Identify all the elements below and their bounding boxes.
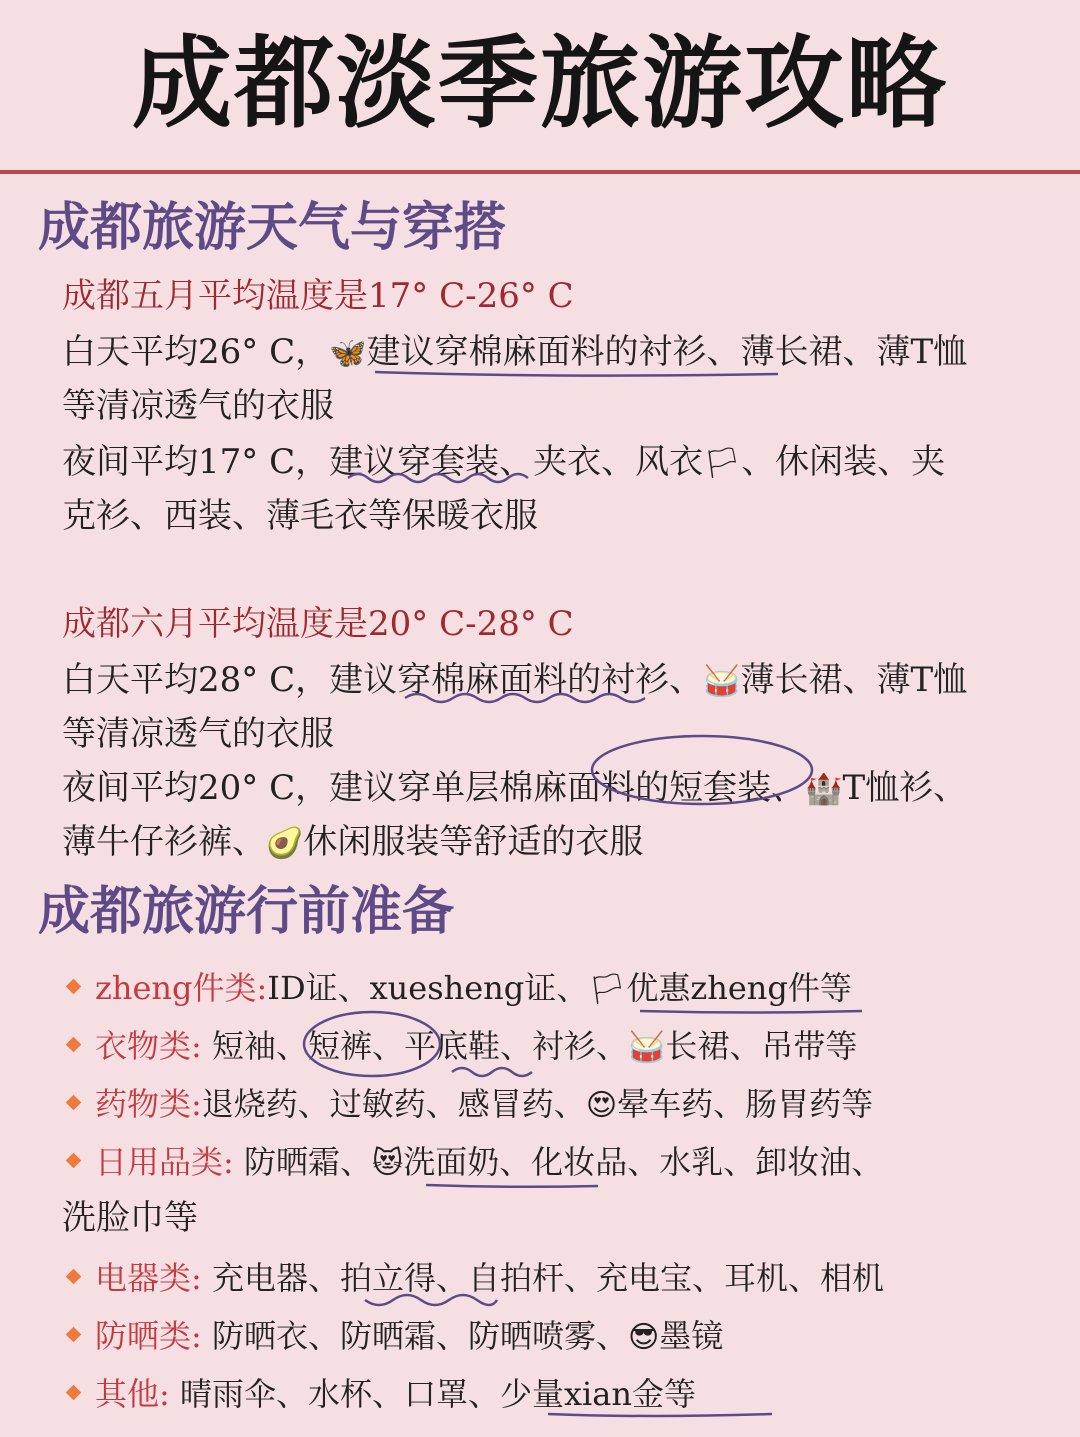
rainbow-flag-icon: 🏳: [588, 972, 627, 1007]
may-night-text-b: 、休闲装、夹: [741, 442, 946, 482]
june-day-line-cont: 等清凉透气的衣服: [62, 714, 334, 754]
list-item-category: zheng件类:: [95, 969, 268, 1007]
rainbow-flag-icon: 🏳: [703, 446, 742, 481]
may-night-text-a: 夜间平均17° C，建议穿套装、夹衣、风衣: [62, 442, 704, 482]
sunglasses-icon: 😎: [627, 1320, 660, 1355]
list-item-text-a: 防晒霜、: [233, 1143, 372, 1181]
heart-eyes-icon: 😍: [585, 1088, 618, 1123]
bullet-diamond-icon: [66, 1095, 82, 1111]
may-night-line-cont: 克衫、西装、薄毛衣等保暖衣服: [62, 496, 538, 536]
list-item-text-a: ID证、xuesheng证、: [267, 969, 589, 1007]
list-item: [68, 1082, 873, 1128]
list-item: [68, 1372, 696, 1416]
list-item: [68, 1256, 884, 1300]
june-night-line: [62, 766, 967, 812]
june-night-text-b: T恤衫、: [842, 768, 968, 808]
heart-eyes-cat-icon: 😻: [371, 1146, 404, 1181]
may-day-line-cont: 等清凉透气的衣服: [62, 386, 334, 426]
list-item-continuation: 洗脸巾等: [62, 1198, 198, 1238]
list-item-text-b: 晕车药、肠胃药等: [617, 1085, 874, 1123]
list-item-category: 药物类:: [95, 1085, 202, 1123]
list-item-category: 其他:: [95, 1375, 170, 1413]
butterfly-icon: 🦋: [329, 336, 367, 371]
list-item: [68, 1024, 857, 1070]
bullet-diamond-icon: [66, 1385, 82, 1401]
june-day-text-b: 薄长裙、薄T恤: [740, 660, 968, 700]
list-item-text-b: 洗面奶、化妆品、水乳、卸妆油、: [403, 1143, 884, 1181]
list-item-text-b: 墨镜: [659, 1317, 724, 1355]
list-item-text-b: 长裙、吊带等: [665, 1027, 858, 1065]
drum-icon: 🥁: [703, 664, 741, 699]
bullet-diamond-icon: [66, 979, 82, 995]
prep-heading: 成都旅游行前准备: [38, 881, 455, 942]
bullet-diamond-icon: [66, 1153, 82, 1169]
list-item-text-a: 短袖、短裤、平底鞋、衬衫、: [201, 1027, 628, 1065]
june-night-line-cont: [62, 820, 643, 866]
avocado-icon: 🥑: [266, 826, 304, 861]
list-item-text-b: 优惠zheng件等: [626, 969, 852, 1007]
june-night-text-a: 夜间平均20° C，建议穿单层棉麻面料的短套装、: [62, 768, 806, 808]
list-item-category: 电器类:: [95, 1259, 202, 1297]
june-night-text-c1: 薄牛仔衫裤、: [62, 822, 266, 862]
weather-heading: 成都旅游天气与穿搭: [38, 197, 507, 258]
list-item-category: 防晒类:: [95, 1317, 202, 1355]
list-item-category: 日用品类:: [95, 1143, 234, 1181]
june-temperature-heading: 成都六月平均温度是20° C-28° C: [62, 604, 574, 644]
list-item: [68, 1314, 723, 1360]
may-day-text-a: 白天平均26° C，: [62, 332, 330, 372]
june-night-text-c2: 休闲服装等舒适的衣服: [303, 822, 644, 862]
list-item-text-a: 防晒衣、防晒霜、防晒喷雾、: [201, 1317, 628, 1355]
bullet-diamond-icon: [66, 1269, 82, 1285]
bullet-diamond-icon: [66, 1037, 82, 1053]
list-item-text-a: 晴雨伞、水杯、口罩、少量xian金等: [169, 1375, 696, 1413]
drum-icon: 🥁: [627, 1030, 666, 1065]
may-night-line: [62, 440, 945, 486]
list-item-category: 衣物类:: [95, 1027, 202, 1065]
may-temperature-heading: 成都五月平均温度是17° C-26° C: [62, 276, 574, 316]
bullet-diamond-icon: [66, 1327, 82, 1343]
june-day-line: [62, 658, 967, 704]
list-item-text-a: 充电器、拍立得、自拍杆、充电宝、耳机、相机: [201, 1259, 884, 1297]
may-day-line: [62, 330, 967, 376]
june-day-text-a: 白天平均28° C，建议穿棉麻面料的衬衫、: [62, 660, 704, 700]
wedding-chapel-icon: 🏰: [805, 772, 843, 807]
page-title: 成都淡季旅游攻略: [132, 25, 948, 142]
list-item: [68, 1140, 883, 1186]
list-item-text-a: 退烧药、过敏药、感冒药、: [201, 1085, 586, 1123]
may-day-text-b: 建议穿棉麻面料的衬衫、薄长裙、薄T恤: [366, 332, 968, 372]
list-item: [68, 966, 852, 1012]
title-divider: [0, 170, 1080, 174]
